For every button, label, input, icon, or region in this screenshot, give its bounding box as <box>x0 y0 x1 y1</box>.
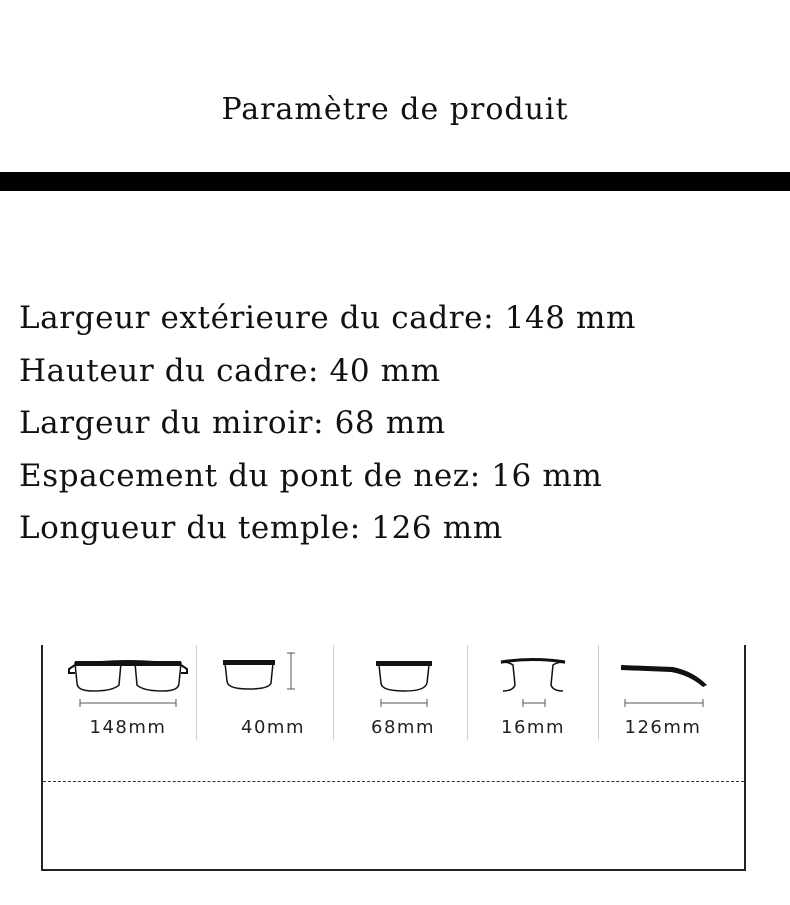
bridge-width-icon <box>473 645 593 715</box>
temple-length-icon <box>603 645 723 715</box>
lens-width-icon <box>343 645 463 715</box>
spec-frame-width: Largeur extérieure du cadre: 148 mm <box>19 300 637 336</box>
dimension-item-bridge-width <box>473 645 593 745</box>
spec-bridge-width: Espacement du pont de nez: 16 mm <box>19 457 603 494</box>
dimension-item-temple-length <box>603 645 723 745</box>
spec-frame-height: Hauteur du cadre: 40 mm <box>19 352 441 389</box>
dimension-label: 148mm <box>89 717 167 738</box>
spec-list <box>19 292 636 555</box>
dimension-item-frame-height <box>213 645 333 745</box>
spec-temple-length: Longueur du temple: 126 mm <box>19 510 503 546</box>
spec-lens-width: Largeur du miroir: 68 mm <box>19 405 446 441</box>
dimension-label: 68mm <box>371 717 435 738</box>
full-frame-width-icon <box>53 645 203 715</box>
dimension-label: 126mm <box>624 717 702 738</box>
separator <box>467 645 468 740</box>
separator <box>598 645 599 740</box>
divider-bar <box>0 172 790 191</box>
page-title: Paramètre de produit <box>221 92 569 127</box>
separator <box>333 645 334 740</box>
separator <box>196 645 197 740</box>
dimension-diagram <box>41 645 746 871</box>
dimension-label: 16mm <box>501 717 565 738</box>
frame-height-icon <box>213 645 333 715</box>
dimension-item-frame-width <box>53 645 203 745</box>
dashed-divider <box>43 781 744 782</box>
dimension-label: 40mm <box>241 717 305 738</box>
dimension-item-lens-width <box>343 645 463 745</box>
